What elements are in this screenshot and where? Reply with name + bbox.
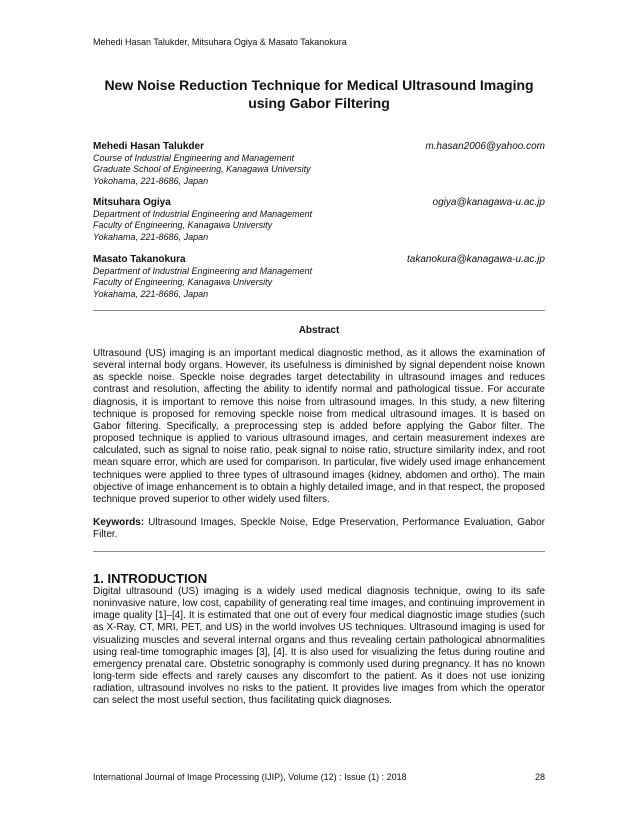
introduction-text: Digital ultrasound (US) imaging is a widely used medical diagnosis technique, owing to its safe noninvasive nature, low cost, capability of generating real time images, and continuing improvement in image quality [1]–[4]. It is estimated that one out of every four medical diagnostic image studies (such as X-Ray, CT, MRI, PET, and US) in the world involves US techniques. Ultrasound imaging is used for visualizing muscles and several internal organs and thus revealing certain pathological abnormalities using real-time tomographic images [3], [4]. It is also used for visualizing the fetus during routine and emergency prenatal care. Obstetric sonography is commonly used during pregnancy. It has no known long-term side effects and rarely causes any discomfort to the patient. As it does not use ionizing radiation, ultrasound involves no risks to the patient. It provides live images from which the operator can select the most useful section, thus facilitating quick diagnoses. <box>93 586 545 707</box>
author-name: Mehedi Hasan Talukder <box>93 141 204 152</box>
title-line-1: New Noise Reduction Technique for Medical Ultrasound Imaging <box>104 77 534 93</box>
author-block-2 <box>93 197 545 243</box>
author-name: Mitsuhara Ogiya <box>93 197 171 208</box>
section-heading: 1. INTRODUCTION <box>93 571 208 586</box>
author-block-1 <box>93 141 545 187</box>
keywords-label: Keywords: <box>93 517 145 528</box>
footer-journal: International Journal of Image Processing (IJIP), Volume (12) : Issue (1) : 2018 <box>93 772 407 782</box>
affiliation-line: Yokohama, 221-8686, Japan <box>93 175 209 186</box>
affiliation-line: Faculty of Engineering, Kanagawa University <box>93 220 273 231</box>
paper-title <box>80 76 558 112</box>
keywords <box>93 517 545 541</box>
affiliation-line: Yokahama, 221-8686, Japan <box>93 288 209 299</box>
running-head: Mehedi Hasan Talukder, Mitsuhara Ogiya & Masato Takanokura <box>93 37 347 47</box>
author-email: takanokura@kanagawa-u.ac.jp <box>406 254 545 265</box>
affiliation-line: Yokahama, 221-8686, Japan <box>93 231 209 242</box>
abstract-text: Ultrasound (US) imaging is an important medical diagnostic method, as it allows the examination of several internal body organs. However, its usefulness is diminished by signal dependent noise known as speckle noise. Speckle noise degrades target detectability in ultrasound images and reduces contrast and resolution, affecting the ability to identify normal and pathological tissue. For accurate diagnosis, it is important to remove this noise from ultrasound images. In this study, a new filtering technique is proposed for removing speckle noise from medical ultrasound images. It is based on Gabor filtering. Specifically, a preprocessing step is added before applying the Gabor filter. The proposed technique is applied to various ultrasound images, and certain measurement indexes are calculated, such as signal to noise ratio, peak signal to noise ratio, structure similarity index, and root mean square error, which are used for comparison. In particular, five widely used image enhancement techniques were applied to three types of ultrasound images (kidney, abdomen and ortho). The main objective of image enhancement is to obtain a highly detailed image, and in that respect, the proposed technique proved superior to other widely used filters. <box>93 348 545 505</box>
page-footer <box>93 772 545 782</box>
author-email: ogiya@kanagawa-u.ac.jp <box>432 197 545 208</box>
affiliation-line: Faculty of Engineering, Kanagawa University <box>93 277 273 288</box>
keywords-text: Ultrasound Images, Speckle Noise, Edge Preservation, Performance Evaluation, Gabor Filter. <box>93 517 545 541</box>
affiliation-line: Department of Industrial Engineering and Management <box>93 208 313 219</box>
page-number: 28 <box>534 772 545 782</box>
author-email: m.hasan2006@yahoo.com <box>425 141 545 152</box>
title-line-2: using Gabor Filtering <box>248 95 390 111</box>
divider <box>93 551 545 552</box>
author-name: Masato Takanokura <box>93 254 186 265</box>
affiliation-line: Department of Industrial Engineering and Management <box>93 265 313 276</box>
author-block-3 <box>93 254 545 300</box>
abstract-heading: Abstract <box>298 325 340 336</box>
divider <box>93 310 545 311</box>
affiliation-line: Course of Industrial Engineering and Management <box>93 152 295 163</box>
affiliation-line: Graduate School of Engineering, Kanagawa University <box>93 164 311 175</box>
